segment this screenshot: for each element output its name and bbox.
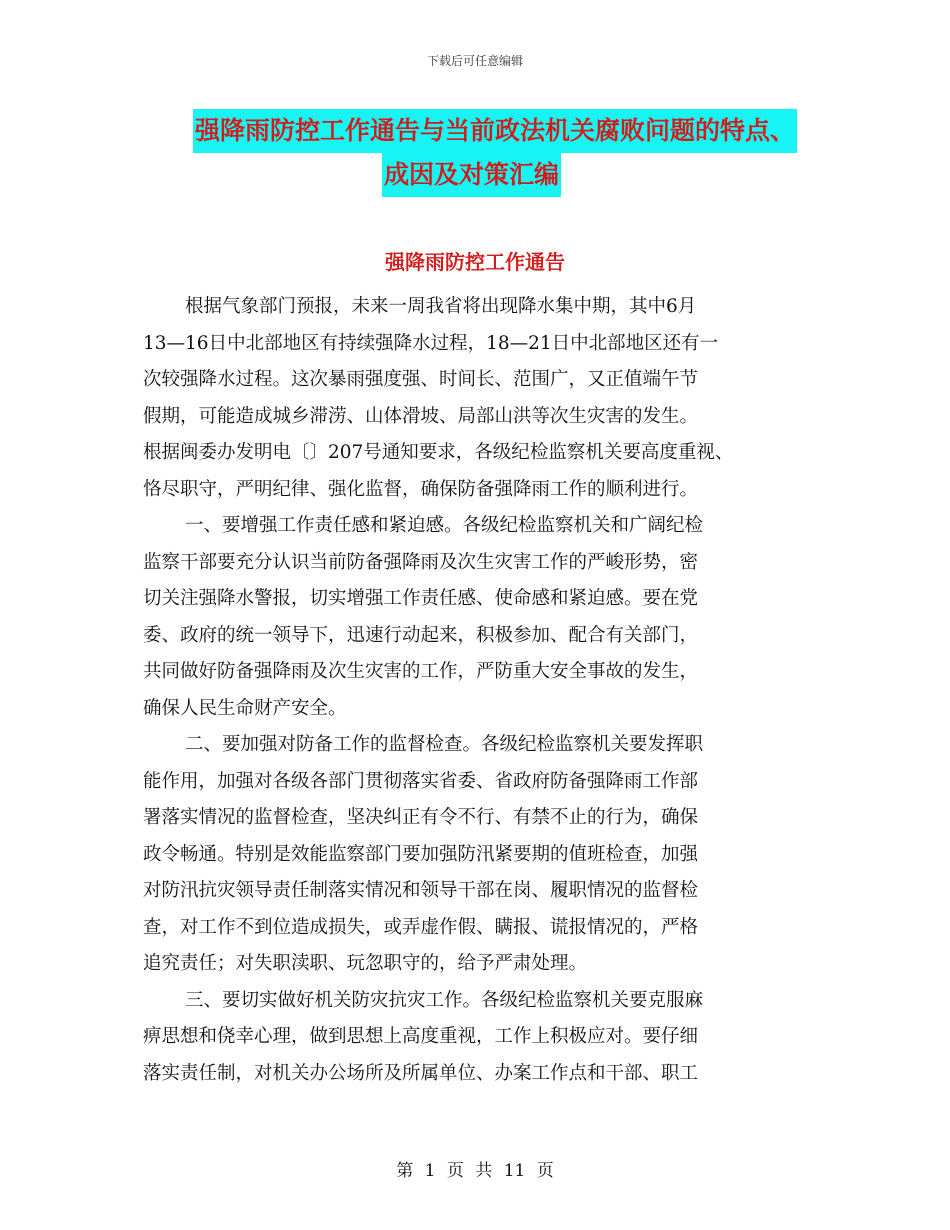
body-line: 落实责任制，对机关办公场所及所属单位、办案工作点和干部、职工 [143,1062,699,1084]
body-line: 一、要增强工作责任感和紧迫感。各级纪检监察机关和广阔纪检 [185,515,704,536]
body-line: 追究责任；对失职渎职、玩忽职守的，给予严肃处理。 [143,953,588,974]
body-line: 13—16日中北部地区有持续强降水过程，18—21日中北部地区还有一 [143,332,719,354]
body-line: 三、要切实做好机关防灾抗灾工作。各级纪检监察机关要克服麻 [185,989,704,1011]
body-line: 对防汛抗灾领导责任制落实情况和领导干部在岗、履职情况的监督检 [143,880,699,901]
section-title: 强降雨防控工作通告 [385,250,565,274]
body-line: 次较强降水过程。这次暴雨强度强、时间长、范围广，又正值端午节 [143,369,699,390]
body-line: 切关注强降水警报，切实增强工作责任感、使命感和紧迫感。要在党 [143,588,699,609]
body-line: 假期，可能造成城乡滞涝、山体滑坡、局部山洪等次生灾害的发生。 [143,405,699,427]
document-title-line-2: 成因及对策汇编 [382,153,561,197]
body-line: 监察干部要充分认识当前防备强降雨及次生灾害工作的严峻形势，密 [143,551,699,573]
body-line: 共同做好防备强降雨及次生灾害的工作，严防重大安全事故的发生， [143,661,699,682]
document-title-line-1: 强降雨防控工作通告与当前政法机关腐败问题的特点、 [193,109,797,153]
body-text [143,289,813,1092]
body-line: 根据气象部门预报，未来一周我省将出现降水集中期，其中6月 [185,296,697,317]
body-line: 根据闽委办发明电〔〕207号通知要求，各级纪检监察机关要高度重视、 [143,442,734,463]
header-note: 下载后可任意编辑 [426,54,523,68]
body-line: 政令畅通。特别是效能监察部门要加强防汛紧要期的值班检查，加强 [143,843,699,865]
body-line: 二、要加强对防备工作的监督检查。各级纪检监察机关要发挥职 [185,734,704,755]
page-footer: 第 1 页 共 11 页 [396,1161,554,1181]
body-line: 确保人民生命财产安全。 [143,697,347,719]
body-line: 痹思想和侥幸心理，做到思想上高度重视，工作上积极应对。要仔细 [143,1026,699,1047]
body-line: 能作用，加强对各级各部门贯彻落实省委、省政府防备强降雨工作部 [143,770,699,792]
body-line: 查，对工作不到位造成损失，或弄虚作假、瞒报、谎报情况的，严格 [143,916,699,938]
body-line: 委、政府的统一领导下，迅速行动起来，积极参加、配合有关部门， [143,624,699,646]
body-line: 署落实情况的监督检查，坚决纠正有令不行、有禁不止的行为，确保 [143,807,699,828]
body-line: 恪尽职守，严明纪律、强化监督，确保防备强降雨工作的顺利进行。 [143,478,699,500]
